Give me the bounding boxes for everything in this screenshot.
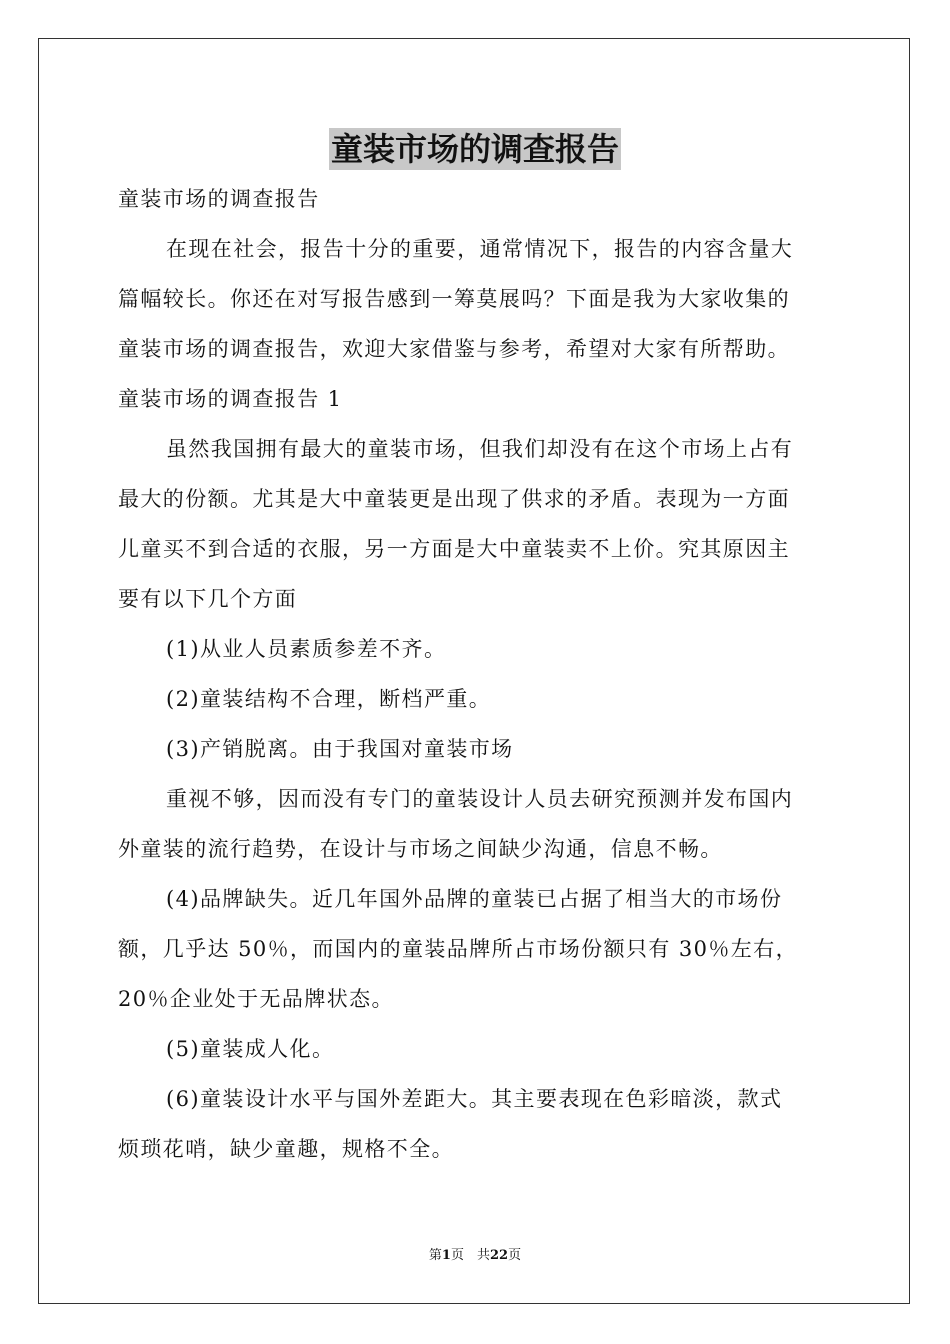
list-item: (5)童装成人化。 bbox=[166, 1037, 335, 1061]
list-item: (3)产销脱离。由于我国对童装市场 bbox=[166, 737, 514, 761]
paragraph-line: 外童装的流行趋势，在设计与市场之间缺少沟通，信息不畅。 bbox=[118, 837, 723, 861]
footer-page-mid: 页 共 bbox=[450, 1248, 490, 1263]
list-item: (1)从业人员素质参差不齐。 bbox=[166, 637, 447, 661]
section-heading: 童装市场的调查报告 1 bbox=[118, 387, 343, 411]
paragraph-line: 在现在社会，报告十分的重要，通常情况下，报告的内容含量大 bbox=[166, 237, 794, 261]
paragraph-line: 虽然我国拥有最大的童装市场，但我们却没有在这个市场上占有 bbox=[166, 437, 794, 461]
paragraph-line: 20％企业处于无品牌状态。 bbox=[118, 987, 394, 1011]
paragraph-line: 篇幅较长。你还在对写报告感到一筹莫展吗？下面是我为大家收集的 bbox=[118, 287, 790, 311]
footer-page-current: 1 bbox=[441, 1248, 451, 1263]
footer-page-suffix: 页 bbox=[508, 1248, 522, 1263]
document-title: 童装市场的调查报告 bbox=[330, 130, 619, 168]
paragraph-line: 要有以下几个方面 bbox=[118, 587, 298, 611]
document-body bbox=[118, 174, 838, 1174]
list-item: (4)品牌缺失。近几年国外品牌的童装已占据了相当大的市场份 bbox=[166, 887, 783, 911]
footer-page-total: 22 bbox=[489, 1248, 509, 1263]
paragraph-line: 儿童买不到合适的衣服，另一方面是大中童装卖不上价。究其原因主 bbox=[118, 537, 790, 561]
footer-page-prefix: 第 bbox=[428, 1248, 442, 1263]
page-footer bbox=[0, 1246, 950, 1266]
list-item: (2)童装结构不合理，断档严重。 bbox=[166, 687, 492, 711]
paragraph-line: 重视不够，因而没有专门的童装设计人员去研究预测并发布国内 bbox=[166, 787, 794, 811]
title-wrap bbox=[0, 128, 950, 170]
subtitle-line: 童装市场的调查报告 bbox=[118, 187, 320, 211]
paragraph-line: 额，几乎达 50％，而国内的童装品牌所占市场份额只有 30％左右， bbox=[118, 937, 798, 961]
paragraph-line: 最大的份额。尤其是大中童装更是出现了供求的矛盾。表现为一方面 bbox=[118, 487, 790, 511]
paragraph-line: 烦琐花哨，缺少童趣，规格不全。 bbox=[118, 1137, 454, 1161]
paragraph-line: 童装市场的调查报告，欢迎大家借鉴与参考，希望对大家有所帮助。 bbox=[118, 337, 790, 361]
list-item: (6)童装设计水平与国外差距大。其主要表现在色彩暗淡，款式 bbox=[166, 1087, 783, 1111]
